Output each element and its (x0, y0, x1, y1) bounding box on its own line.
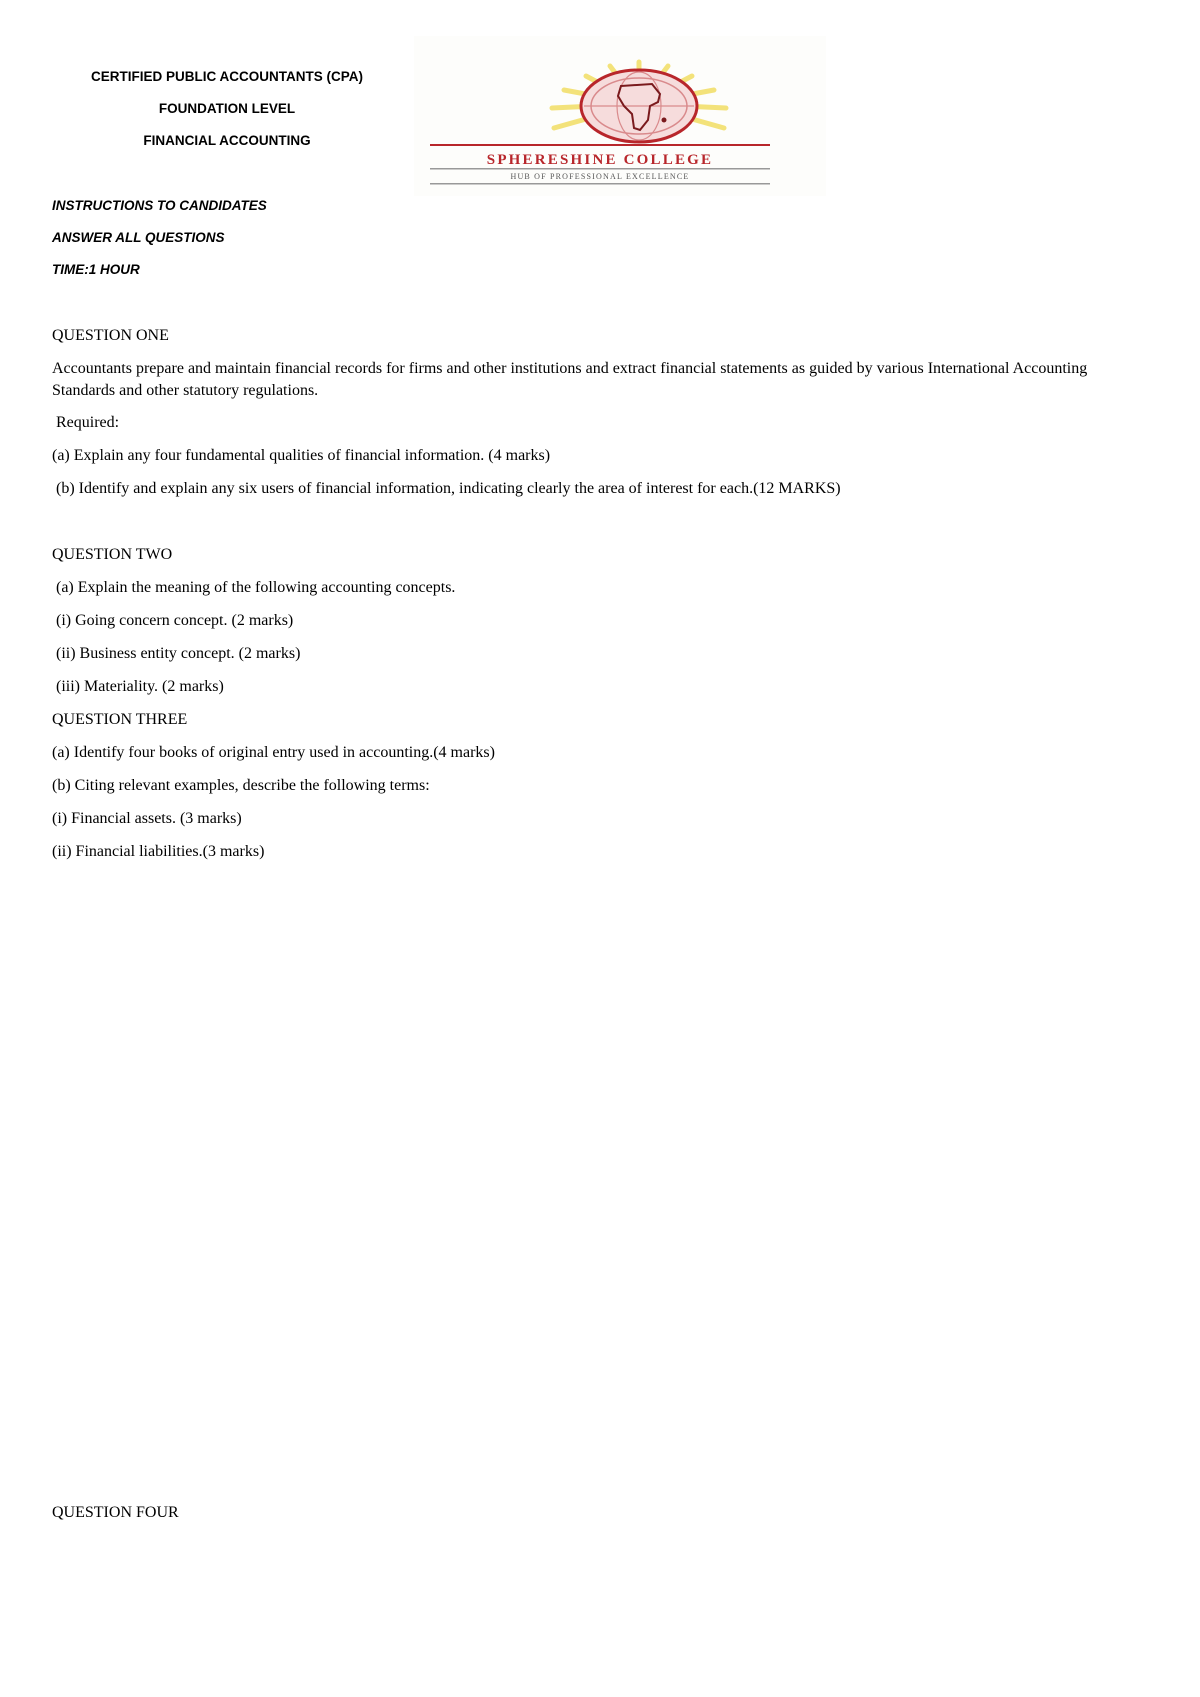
q3-part-a: (a) Identify four books of original entry used in accounting.(4 marks) (52, 744, 495, 761)
q1-intro: Accountants prepare and maintain financial records for firms and other institutions and extract financial statements as guided by various International Accounting Standards and other statutory regulations. (52, 360, 1088, 399)
q3-part-b: (b) Citing relevant examples, describe the following terms: (52, 777, 430, 794)
header-line-cpa: CERTIFIED PUBLIC ACCOUNTANTS (CPA) (91, 69, 363, 84)
header-line-subject: FINANCIAL ACCOUNTING (143, 133, 311, 148)
header-line-level: FOUNDATION LEVEL (158, 101, 296, 116)
q1-title: QUESTION ONE (52, 327, 169, 344)
q2-part-i: (i) Going concern concept. (2 marks) (52, 612, 294, 629)
q2-part-ii: (ii) Business entity concept. (2 marks) (52, 645, 301, 662)
q3-title: QUESTION THREE (52, 711, 188, 728)
logo-tagline: HUB OF PROFESSIONAL EXCELLENCE (510, 172, 690, 181)
q2-part-a: (a) Explain the meaning of the following accounting concepts. (52, 579, 456, 596)
q1-required: Required: (52, 414, 120, 431)
q1-part-b: (b) Identify and explain any six users of financial information, indicating clearly the area of interest for each.(12 MARKS) (52, 480, 841, 497)
instructions-time: TIME:1 HOUR (52, 262, 140, 277)
q3-part-ii: (ii) Financial liabilities.(3 marks) (52, 843, 265, 860)
q3-part-i: (i) Financial assets. (3 marks) (52, 810, 242, 827)
q4-title: QUESTION FOUR (52, 1504, 179, 1521)
college-logo (414, 36, 826, 196)
logo-name: SPHERESHINE COLLEGE (486, 152, 714, 168)
q2-part-iii: (iii) Materiality. (2 marks) (52, 678, 224, 695)
instructions-answer-all: ANSWER ALL QUESTIONS (52, 230, 225, 245)
q2-title: QUESTION TWO (52, 546, 173, 563)
instructions-heading: INSTRUCTIONS TO CANDIDATES (52, 198, 267, 213)
globe-sun-logo-icon (414, 36, 826, 196)
q1-part-a: (a) Explain any four fundamental qualities of financial information. (4 marks) (52, 447, 551, 464)
